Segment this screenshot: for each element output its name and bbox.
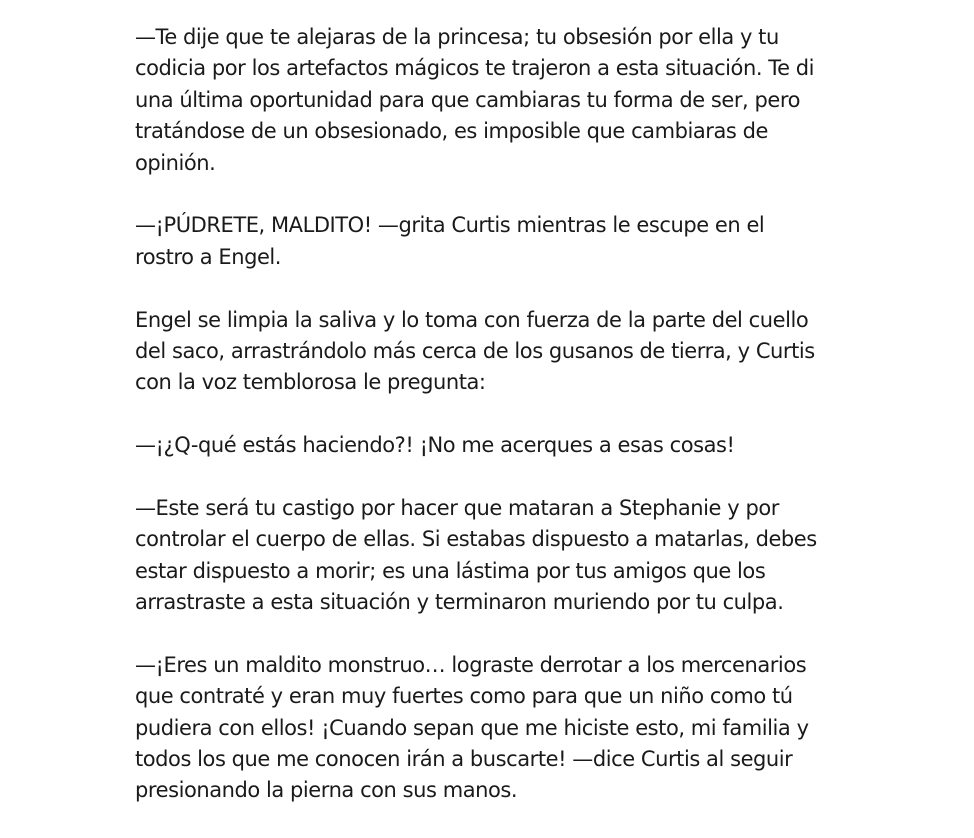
text-line: controlar el cuerpo de ellas. Si estabas dispuesto a matarlas, debes [135,527,817,552]
paragraph-5 [135,493,855,619]
text-line: arrastraste a esta situación y terminaron muriendo por tu culpa. [135,590,784,615]
text-line: codicia por los artefactos mágicos te trajeron a esta situación. Te di [135,56,815,81]
paragraph-4 [135,430,855,461]
text-line: —Te dije que te alejaras de la princesa; tu obsesión por ella y tu [135,25,779,49]
text-line: estar dispuesto a morir; es una lástima por tus amigos que los [135,558,766,583]
text-line: tratándose de un obsesionado, es imposible que cambiaras de [135,119,768,144]
paragraph-2 [135,210,855,273]
text-line: rostro a Engel. [135,244,282,269]
text-line: que contraté y eran muy fuertes como para que un niño como tú [135,684,793,709]
text-line: opinión. [135,150,216,175]
story-text [135,22,855,838]
text-line: —¡PÚDRETE, MALDITO! —grita Curtis mientras le escupe en el [135,213,765,238]
paragraph-3 [135,305,855,399]
text-line: una última oportunidad para que cambiaras tu forma de ser, pero [135,87,800,112]
paragraph-6 [135,650,855,807]
text-line: Engel se limpia la saliva y lo toma con fuerza de la parte del cuello [135,307,809,332]
text-line: con la voz temblorosa le pregunta: [135,370,486,395]
text-line: —¡¿Q-qué estás haciendo?! ¡No me acerques a esas cosas! [135,433,735,458]
text-line: —¡Eres un maldito monstruo… lograste derrotar a los mercenarios [135,652,807,677]
text-line: presionando la pierna con sus manos. [135,778,518,803]
text-line: todos los que me conocen irán a buscarte! —dice Curtis al seguir [135,746,793,771]
text-line: pudiera con ellos! ¡Cuando sepan que me hiciste esto, mi familia y [135,715,809,740]
paragraph-1 [135,22,855,179]
text-line: del saco, arrastrándolo más cerca de los gusanos de tierra, y Curtis [135,338,815,363]
text-line: —Este será tu castigo por hacer que mataran a Stephanie y por [135,495,779,520]
